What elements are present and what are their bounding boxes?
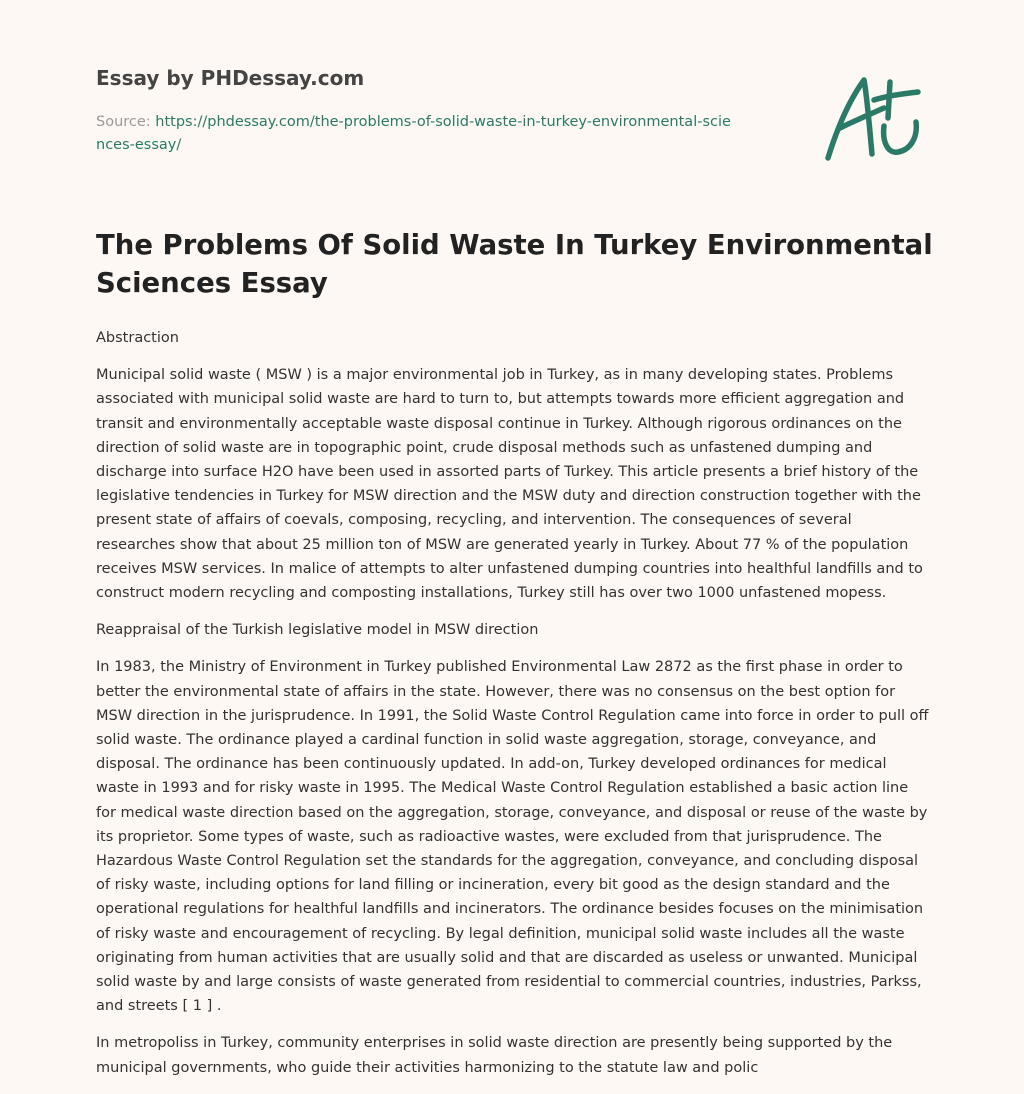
source-label: Source: [96,114,151,130]
source-line [96,111,736,157]
source-link[interactable]: https://phdessay.com/the-problems-of-solid-waste-in-turkey-environmental-sciences-essay/ [96,114,731,153]
section-heading-legislative-review: Reappraisal of the Turkish legislative model in MSW direction [96,622,539,639]
site-name: Essay by PHDessay.com [96,66,365,90]
essay-body [96,326,932,1093]
body-paragraph: In metropoliss in Turkey, community enterprises in solid waste direction are presently being supported by the municipal governments, who guide their activities harmonizing to the statute law and polic [96,1035,893,1076]
essay-title: The Problems Of Solid Waste In Turkey Environmental Sciences Essay [96,229,933,299]
body-paragraph: In 1983, the Ministry of Environment in Turkey published Environmental Law 2872 as the first phase in order to better the environmental state of affairs in the state. However, there was no consensus on the best option for MSW direction in the jurisprudence. In 1991, the Solid Waste Control Regulation came into force in order to pull off solid waste. The ordinance played a cardinal function in solid waste aggregation, storage, conveyance, and disposal. The ordinance has been continuously updated. In add-on, Turkey developed ordinances for medical waste in 1993 and for risky waste in 1995. The Medical Waste Control Regulation established a basic action line for medical waste direction based on the aggregation, storage, conveyance, and disposal or reuse of the waste by its proprietor. Some types of waste, such as radioactive wastes, were excluded from that jurisprudence. The Hazardous Waste Control Regulation set the standards for the aggregation, conveyance, and concluding disposal of risky waste, including options for land filling or incineration, every bit good as the design standard and the operational regulations for healthful landfills and incinerators. The ordinance besides focuses on the minimisation of risky waste and encouragement of recycling. By legal definition, municipal solid waste includes all the waste originating from human activities that are usually solid and that are discarded as useless or unwanted. Municipal solid waste by and large consists of waste generated from residential to commercial countries, industries, Parkss, and streets [ 1 ] . [96,659,929,1015]
section-heading-abstraction: Abstraction [96,330,179,346]
body-paragraph: Municipal solid waste ( MSW ) is a major environmental job in Turkey, as in many developing states. Problems associated with municipal solid waste are hard to turn to, but attempts towards more efficient aggregation and transit and environmentally acceptable waste disposal continue in Turkey. Although rigorous ordinances on the direction of solid waste are in topographic point, crude disposal methods such as unfastened dumping and discharge into surface H2O have been used in assorted parts of Turkey. This article presents a brief history of the legislative tendencies in Turkey for MSW direction and the MSW duty and direction construction together with the present state of affairs of coevals, composing, recycling, and intervention. The consequences of several researches show that about 25 million ton of MSW are generated yearly in Turkey. About 77 % of the population receives MSW services. In malice of attempts to alter unfastened dumping countries into healthful landfills and to construct modern recycling and composting installations, Turkey still has over two 1000 unfastened mopess. [96,367,923,602]
a-plus-logo-icon [822,66,926,166]
